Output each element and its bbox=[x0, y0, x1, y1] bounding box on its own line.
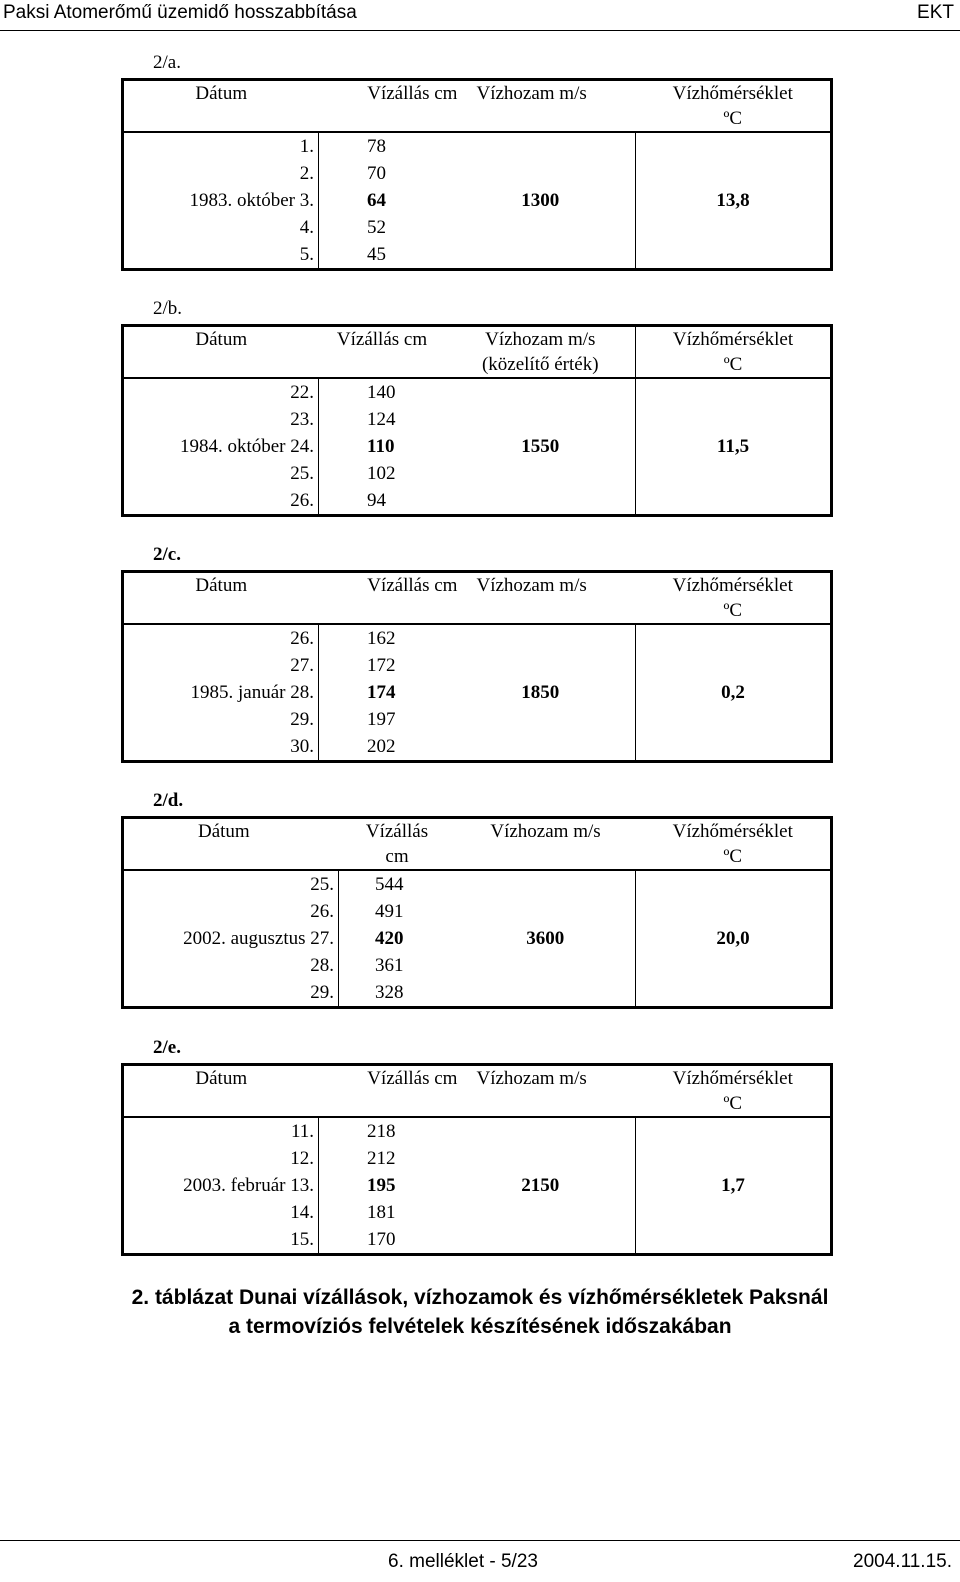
table-row: 28. 361 bbox=[123, 952, 832, 979]
organization-label: EKT bbox=[917, 2, 954, 23]
table-row: 12. 212 bbox=[123, 1145, 832, 1172]
table-header-row bbox=[123, 572, 832, 625]
table-row: 29. 328 bbox=[123, 979, 832, 1008]
table-row: 26. 162 bbox=[123, 624, 832, 652]
table-row-highlight: 2002. augusztus 27. 420 3600 20,0 bbox=[123, 925, 832, 952]
header-level-flow: Vízállás cm Vízhozam m/s bbox=[319, 80, 636, 133]
data-table bbox=[121, 816, 833, 1009]
header-date: Dátum bbox=[123, 326, 319, 379]
table-row: 4. 52 bbox=[123, 214, 832, 241]
table-row: 5. 45 bbox=[123, 241, 832, 270]
table-row: 29. 197 bbox=[123, 706, 832, 733]
page-number: 6. melléklet - 5/23 bbox=[388, 1551, 538, 1572]
data-table bbox=[121, 78, 833, 271]
section-label: 2/d. bbox=[153, 790, 184, 811]
header-temp: Vízhőmérséklet ºC bbox=[636, 80, 832, 133]
table-row: 25. 544 bbox=[123, 870, 832, 898]
footer-date: 2004.11.15. bbox=[853, 1551, 952, 1572]
table-row-highlight: 1985. január 28. 174 1850 0,2 bbox=[123, 679, 832, 706]
table-row: 1. 78 bbox=[123, 132, 832, 160]
header-temp: Vízhőmérséklet ºC bbox=[636, 572, 832, 625]
caption-line-2: a termovíziós felvételek készítésének időszakában bbox=[228, 1315, 732, 1338]
header-date: Dátum bbox=[123, 80, 319, 133]
table-row: 11. 218 bbox=[123, 1117, 832, 1145]
header-temp: Vízhőmérséklet ºC bbox=[636, 1065, 832, 1118]
page-footer bbox=[0, 1540, 960, 1582]
table-row: 25. 102 bbox=[123, 460, 832, 487]
table-row: 30. 202 bbox=[123, 733, 832, 762]
caption-line-1: 2. táblázat Dunai vízállások, vízhozamok és vízhőmérsékletek Paksnál bbox=[131, 1286, 829, 1309]
header-flow: Vízhozam m/s bbox=[456, 818, 636, 871]
table-row: 14. 181 bbox=[123, 1199, 832, 1226]
table-row: 15. 170 bbox=[123, 1226, 832, 1255]
page-header bbox=[0, 0, 960, 31]
header-date: Dátum bbox=[123, 818, 339, 871]
table-row-highlight: 1984. október 24. 110 1550 11,5 bbox=[123, 433, 832, 460]
header-flow: Vízhozam m/s (közelítő érték) bbox=[446, 326, 636, 379]
header-level: Vízállás cm bbox=[339, 818, 456, 871]
data-table bbox=[121, 1063, 833, 1256]
table-caption bbox=[0, 1283, 960, 1341]
section-label: 2/a. bbox=[153, 52, 181, 73]
header-level-flow: Vízállás cm Vízhozam m/s bbox=[319, 1065, 636, 1118]
table-row-highlight: 2003. február 13. 195 2150 1,7 bbox=[123, 1172, 832, 1199]
table-header-row bbox=[123, 818, 832, 871]
table-row: 22. 140 bbox=[123, 378, 832, 406]
header-temp: Vízhőmérséklet ºC bbox=[636, 326, 832, 379]
section-label: 2/e. bbox=[153, 1037, 181, 1058]
data-table bbox=[121, 570, 833, 763]
section-label: 2/b. bbox=[153, 298, 183, 319]
table-row: 23. 124 bbox=[123, 406, 832, 433]
table-row: 26. 94 bbox=[123, 487, 832, 516]
table-row-highlight: 1983. október 3. 64 1300 13,8 bbox=[123, 187, 832, 214]
document-title: Paksi Atomerőmű üzemidő hosszabbítása bbox=[3, 2, 357, 23]
table-row: 2. 70 bbox=[123, 160, 832, 187]
header-level: Vízállás cm bbox=[319, 326, 446, 379]
header-level-flow: Vízállás cm Vízhozam m/s bbox=[319, 572, 636, 625]
header-temp: Vízhőmérséklet ºC bbox=[636, 818, 832, 871]
table-row: 26. 491 bbox=[123, 898, 832, 925]
header-date: Dátum bbox=[123, 1065, 319, 1118]
table-header-row bbox=[123, 1065, 832, 1118]
header-date: Dátum bbox=[123, 572, 319, 625]
data-table bbox=[121, 324, 833, 517]
table-header-row bbox=[123, 326, 832, 379]
table-header-row bbox=[123, 80, 832, 133]
table-row: 27. 172 bbox=[123, 652, 832, 679]
section-label: 2/c. bbox=[153, 544, 181, 565]
